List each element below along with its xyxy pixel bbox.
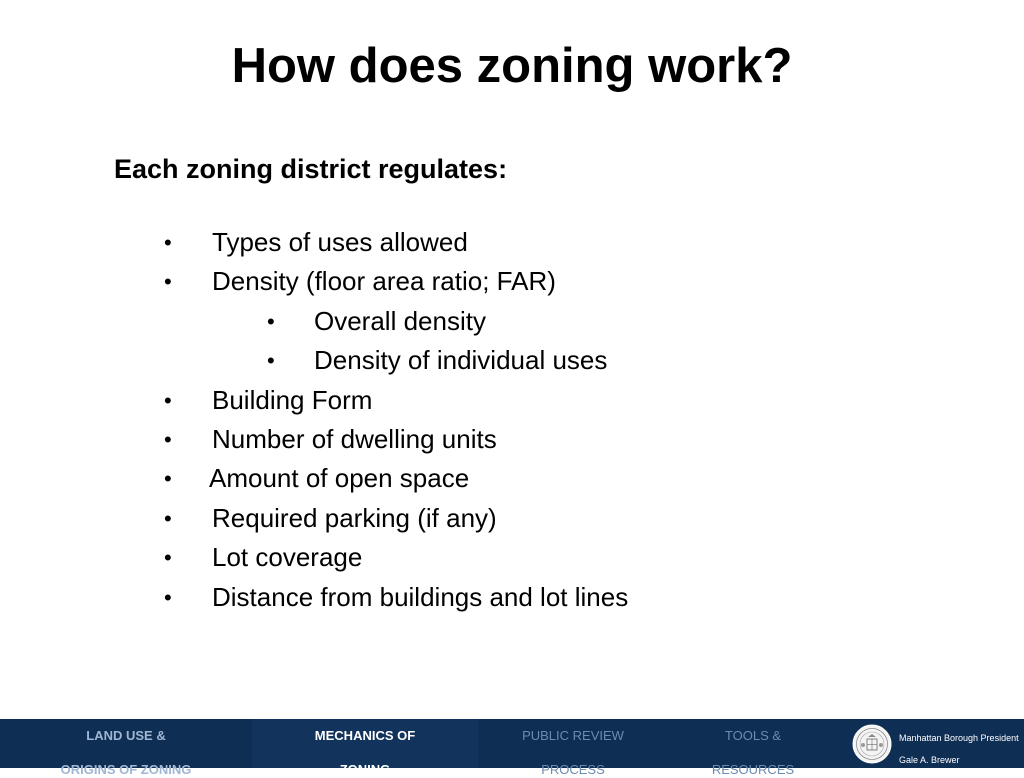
bullet-item: [0, 420, 1024, 459]
nav-tab-mechanics-of-zoning[interactable]: [252, 719, 478, 777]
sub-bullet-item: [0, 302, 1024, 341]
nav-tab-land-use[interactable]: [0, 719, 252, 777]
bullet-dot: •: [164, 505, 172, 531]
bullet-item: [0, 459, 1024, 498]
bullet-item: [0, 578, 1024, 617]
bullet-text: Lot coverage: [212, 542, 363, 573]
bullet-item: [0, 538, 1024, 577]
bullet-text: Building Form: [212, 384, 373, 415]
nav-tab-line2: ORIGINS OF ZONING: [60, 761, 192, 777]
nav-tab-line1: MECHANICS OF: [314, 727, 416, 743]
bullet-list: [0, 223, 1024, 617]
bullet-dot: •: [164, 269, 172, 295]
borough-president-brand: [838, 719, 1024, 768]
bullet-item: [0, 223, 1024, 262]
bullet-dot: •: [164, 545, 172, 571]
nav-tab-public-review[interactable]: [478, 719, 668, 777]
nav-tab-line1: PUBLIC REVIEW: [522, 727, 624, 743]
bullet-item: [0, 381, 1024, 420]
bullet-text: Overall density: [314, 305, 486, 336]
bullet-dot: •: [164, 426, 172, 452]
bottom-navbar: [0, 719, 1024, 777]
bullet-dot: •: [164, 230, 172, 255]
bullet-dot: •: [164, 387, 172, 413]
bullet-text: Distance from buildings and lot lines: [212, 581, 629, 612]
brand-text: [899, 722, 1019, 766]
nav-tab-label: [315, 710, 415, 778]
bullet-item: [0, 262, 1024, 301]
bullet-text: Density (floor area ratio; FAR): [212, 266, 556, 297]
sub-bullet-item: [0, 341, 1024, 380]
brand-line2: Gale A. Brewer: [899, 754, 960, 765]
bullet-dot: •: [267, 348, 275, 374]
bullet-text: Number of dwelling units: [212, 423, 497, 454]
borough-seal-icon: [852, 724, 892, 764]
bullet-dot: •: [164, 584, 172, 610]
nav-tab-line1: LAND USE &: [86, 727, 166, 743]
bullet-item: [0, 499, 1024, 538]
nav-tab-tools-resources[interactable]: [668, 719, 838, 777]
slide-subtitle: Each zoning district regulates:: [114, 154, 508, 184]
nav-tab-label: [61, 710, 192, 778]
nav-tab-line1: TOOLS &: [724, 727, 782, 743]
bullet-dot: •: [164, 466, 172, 492]
brand-line1: Manhattan Borough President: [899, 732, 1019, 743]
nav-tab-label: [522, 710, 624, 778]
nav-tab-line2: ZONING: [339, 761, 391, 777]
nav-tab-line2: RESOURCES: [711, 761, 795, 777]
bullet-text: Density of individual uses: [314, 345, 608, 376]
nav-tab-line2: PROCESS: [541, 761, 605, 777]
bullet-text: Amount of open space: [209, 463, 470, 494]
bullet-text: Required parking (if any): [212, 502, 497, 533]
slide-title: How does zoning work?: [231, 39, 793, 93]
bullet-dot: •: [267, 308, 275, 334]
nav-tab-label: [712, 710, 794, 778]
bullet-text: Types of uses allowed: [212, 227, 468, 257]
